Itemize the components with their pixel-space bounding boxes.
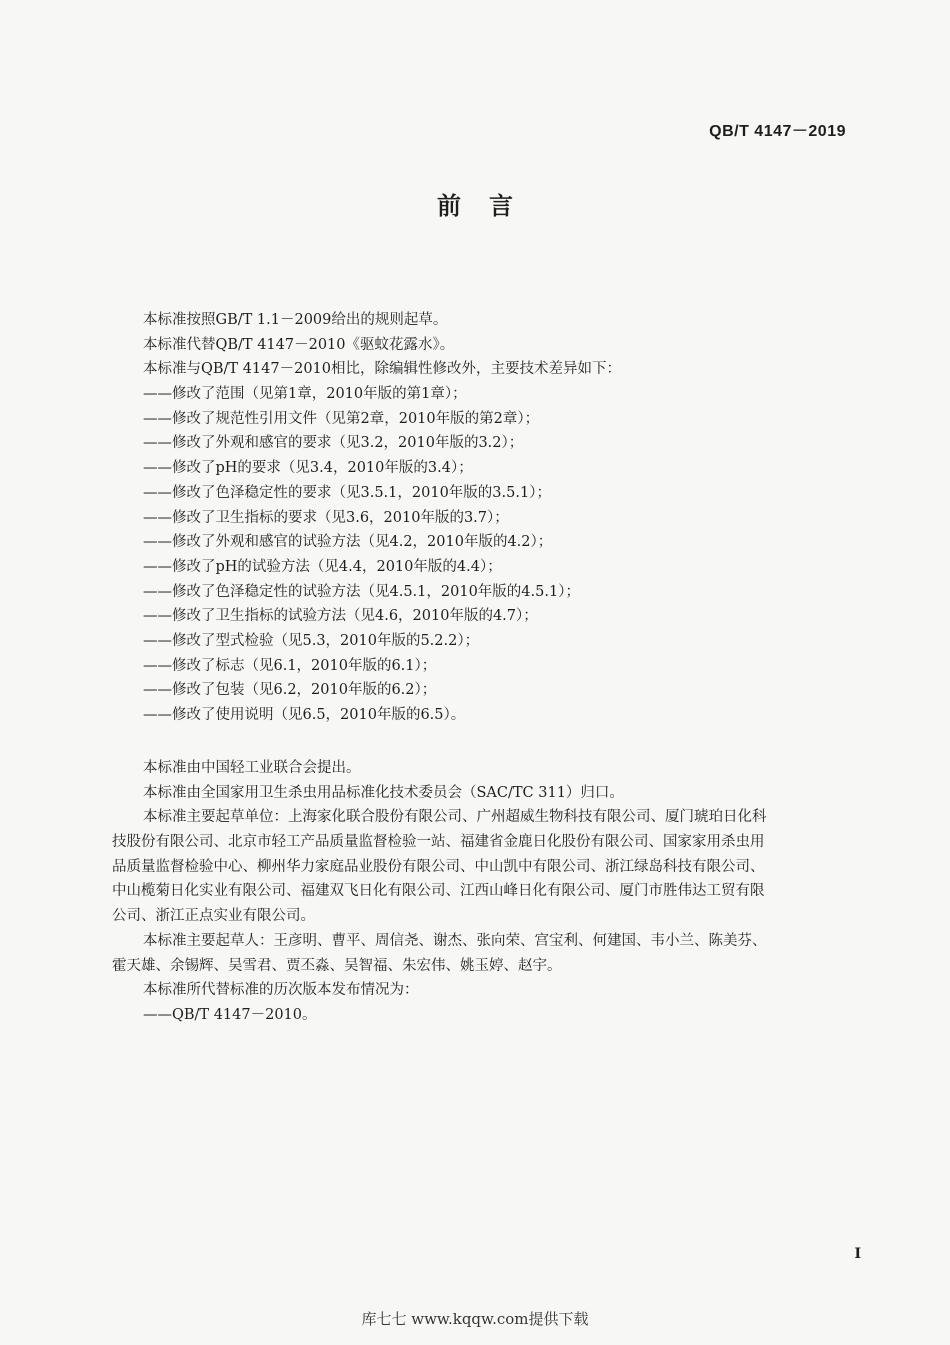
change-item: ——修改了色泽稳定性的要求（见3.5.1，2010年版的3.5.1）； bbox=[143, 484, 551, 501]
history-item: ——QB/T 4147－2010。 bbox=[143, 1006, 317, 1023]
intro-line: 本标准与QB/T 4147－2010相比，除编辑性修改外，主要技术差异如下： bbox=[143, 361, 622, 378]
change-item: ——修改了包装（见6.2，2010年版的6.2）； bbox=[143, 682, 437, 699]
drafting-units-line: 技股份有限公司、北京市轻工产品质量监督检验一站、福建省金鹿日化股份有限公司、国家家用杀虫用 bbox=[112, 834, 765, 851]
change-item: ——修改了规范性引用文件（见第2章，2010年版的第2章）； bbox=[143, 410, 540, 427]
intro-line: 本标准代替QB/T 4147－2010《驱蚊花露水》。 bbox=[143, 336, 455, 353]
change-item: ——修改了外观和感官的试验方法（见4.2，2010年版的4.2）； bbox=[143, 534, 553, 551]
proposed-by: 本标准由中国轻工业联合会提出。 bbox=[143, 760, 361, 776]
change-item: ——修改了pH的要求（见3.4，2010年版的3.4）； bbox=[143, 460, 473, 477]
intro-line: 本标准按照GB/T 1.1－2009给出的规则起草。 bbox=[143, 312, 448, 328]
page-number: I bbox=[854, 1246, 861, 1262]
info-block bbox=[112, 756, 864, 1028]
history-intro: 本标准所代替标准的历次版本发布情况为： bbox=[143, 982, 419, 999]
change-item: ——修改了标志（见6.1，2010年版的6.1）； bbox=[143, 657, 437, 674]
intro-block bbox=[112, 308, 864, 728]
drafting-units-line: 本标准主要起草单位：上海家化联合股份有限公司、广州超威生物科技有限公司、厦门琥珀日化科 bbox=[143, 809, 767, 826]
standard-code: QB/T 4147－2019 bbox=[709, 123, 846, 140]
drafting-units-line: 公司、浙江正点实业有限公司。 bbox=[112, 908, 315, 925]
drafting-units-line: 中山榄菊日化实业有限公司、福建双飞日化有限公司、江西山峰日化有限公司、厦门市胜伟达工贸有限 bbox=[112, 883, 765, 900]
change-item: ——修改了pH的试验方法（见4.4，2010年版的4.4）； bbox=[143, 558, 502, 575]
drafters-line: 霍天雄、余锡辉、吴雪君、贾丕淼、吴智福、朱宏伟、姚玉婷、赵宇。 bbox=[112, 957, 562, 974]
drafters-line: 本标准主要起草人：王彦明、曹平、周信尧、谢杰、张向荣、宫宝利、何建国、韦小兰、陈美芬、 bbox=[143, 932, 767, 949]
jurisdiction: 本标准由全国家用卫生杀虫用品标准化技术委员会（SAC/TC 311）归口。 bbox=[143, 784, 624, 801]
download-footer: 库七七 www.kqqw.com提供下载 bbox=[361, 1310, 589, 1328]
change-item: ——修改了外观和感官的要求（见3.2，2010年版的3.2）； bbox=[143, 435, 524, 452]
page-title: 前言 bbox=[437, 192, 541, 220]
change-item: ——修改了型式检验（见5.3，2010年版的5.2.2）； bbox=[143, 632, 480, 649]
change-item: ——修改了范围（见第1章，2010年版的第1章）； bbox=[143, 386, 467, 403]
change-item: ——修改了使用说明（见6.5，2010年版的6.5）。 bbox=[143, 707, 466, 723]
change-item: ——修改了卫生指标的试验方法（见4.6，2010年版的4.7）； bbox=[143, 608, 538, 625]
change-item: ——修改了色泽稳定性的试验方法（见4.5.1，2010年版的4.5.1）； bbox=[143, 583, 580, 600]
change-item: ——修改了卫生指标的要求（见3.6，2010年版的3.7）； bbox=[143, 509, 509, 526]
drafting-units-line: 品质量监督检验中心、柳州华力家庭品业股份有限公司、中山凯中有限公司、浙江绿岛科技有限公司、 bbox=[112, 858, 765, 875]
